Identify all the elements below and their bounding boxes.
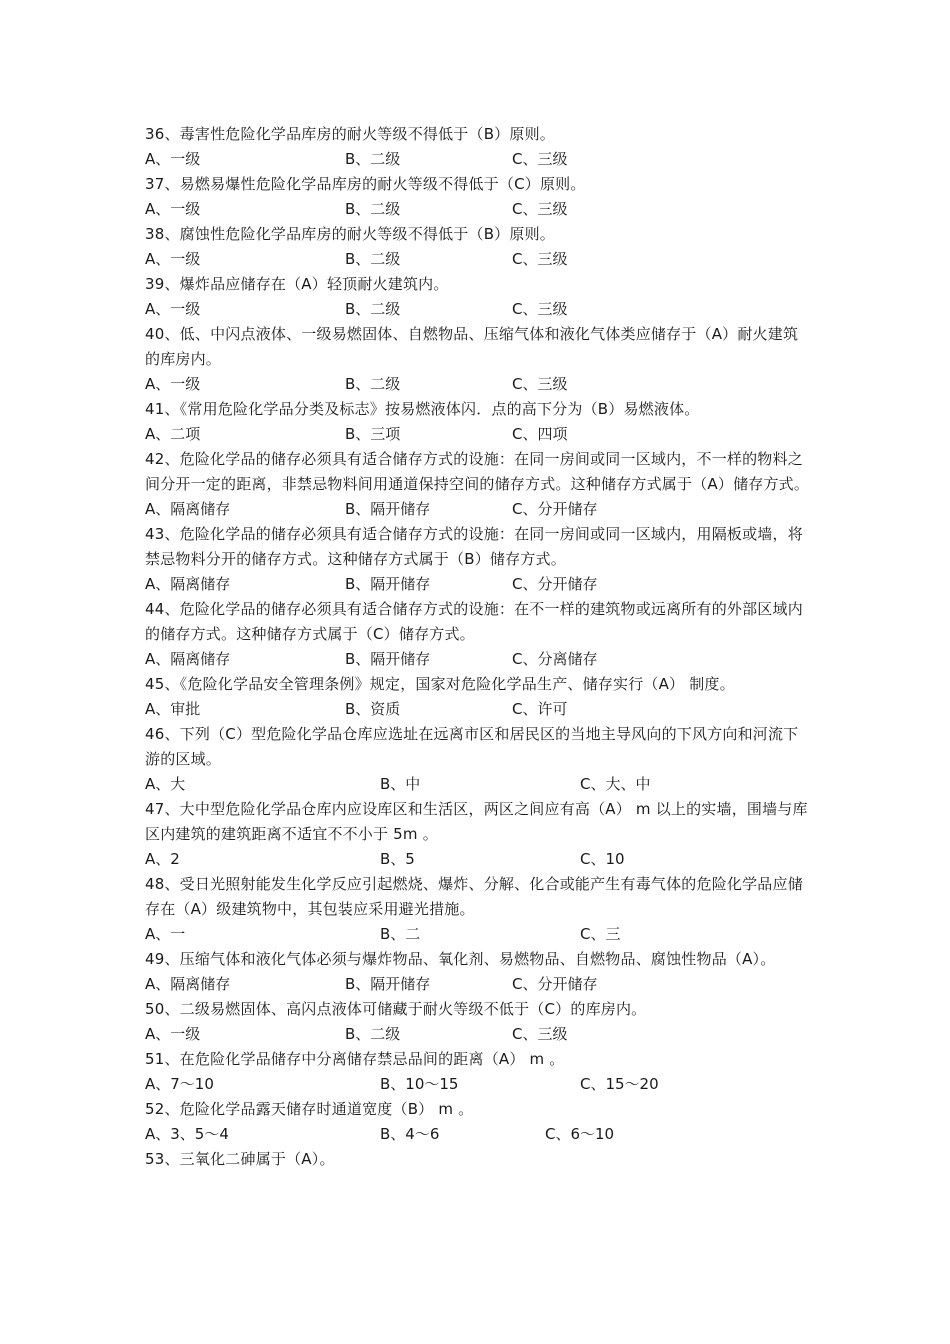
option-c: C、分开储存 (512, 975, 598, 993)
option-b: B、二级 (345, 1025, 401, 1043)
option-row (145, 297, 810, 322)
option-b: B、二级 (345, 375, 401, 393)
option-a: A、一级 (145, 200, 201, 218)
option-a: A、一 (145, 925, 186, 943)
option-b: B、中 (380, 775, 421, 793)
option-a: A、隔离储存 (145, 575, 231, 593)
question-text: 49、压缩气体和液化气体必须与爆炸物品、氧化剂、易燃物品、自燃物品、腐蚀性物品（A）。 (145, 950, 776, 968)
option-row (145, 1122, 810, 1147)
question-text: 36、毒害性危险化学品库房的耐火等级不得低于（B）原则。 (145, 125, 555, 143)
option-row (145, 372, 810, 397)
option-a: A、一级 (145, 250, 201, 268)
question-text: 44、危险化学品的储存必须具有适合储存方式的设施：在不一样的建筑物或远离所有的外部区域内的储存方式。这种储存方式属于（C）储存方式。 (145, 600, 803, 643)
option-b: B、隔开储存 (345, 575, 431, 593)
option-b: B、隔开储存 (345, 975, 431, 993)
option-c: C、分离储存 (512, 650, 598, 668)
question-text: 45、《危险化学品安全管理条例》规定，国家对危险化学品生产、储存实行（A） 制度。 (145, 675, 735, 693)
option-a: A、一级 (145, 375, 201, 393)
option-b: B、资质 (345, 700, 401, 718)
option-b: B、隔开储存 (345, 500, 431, 518)
option-a: A、审批 (145, 700, 201, 718)
option-row (145, 147, 810, 172)
option-c: C、分开储存 (512, 500, 598, 518)
option-row (145, 922, 810, 947)
option-row (145, 197, 810, 222)
option-c: C、分开储存 (512, 575, 598, 593)
option-row (145, 1072, 810, 1097)
option-row (145, 247, 810, 272)
option-row (145, 422, 810, 447)
option-a: A、3、5～4 (145, 1125, 229, 1143)
option-row (145, 497, 810, 522)
question-text: 52、危险化学品露天储存时通道宽度（B） m 。 (145, 1100, 474, 1118)
option-c: C、大、中 (580, 775, 651, 793)
option-a: A、2 (145, 850, 180, 868)
question-text: 48、受日光照射能发生化学反应引起燃烧、爆炸、分解、化合或能产生有毒气体的危险化学品应储存在（A）级建筑物中，其包装应采用避光措施。 (145, 875, 803, 918)
option-a: A、隔离储存 (145, 500, 231, 518)
option-b: B、4～6 (380, 1125, 440, 1143)
option-row (145, 1022, 810, 1047)
option-a: A、隔离储存 (145, 650, 231, 668)
option-b: B、三项 (345, 425, 401, 443)
question-text: 51、在危险化学品储存中分离储存禁忌品间的距离（A） m 。 (145, 1050, 565, 1068)
option-a: A、一级 (145, 150, 201, 168)
question-text: 46、下列（C）型危险化学品仓库应选址在远离市区和居民区的当地主导风向的下风方向和河流下游的区域。 (145, 725, 799, 768)
question-text: 41、《常用危险化学品分类及标志》按易燃液体闪．点的高下分为（B）易燃液体。 (145, 400, 700, 418)
option-c: C、三级 (512, 250, 568, 268)
option-a: A、隔离储存 (145, 975, 231, 993)
question-text: 38、腐蚀性危险化学品库房的耐火等级不得低于（B）原则。 (145, 225, 555, 243)
option-row (145, 572, 810, 597)
question-text: 39、爆炸品应储存在（A）轻顶耐火建筑内。 (145, 275, 449, 293)
option-b: B、10～15 (380, 1075, 459, 1093)
option-b: B、二级 (345, 250, 401, 268)
option-a: A、一级 (145, 300, 201, 318)
option-b: B、二级 (345, 200, 401, 218)
option-b: B、5 (380, 850, 415, 868)
option-b: B、二级 (345, 300, 401, 318)
option-row (145, 647, 810, 672)
option-c: C、四项 (512, 425, 568, 443)
option-b: B、二级 (345, 150, 401, 168)
question-text: 53、三氧化二砷属于（A）。 (145, 1150, 335, 1168)
question-text: 37、易燃易爆性危险化学品库房的耐火等级不得低于（C）原则。 (145, 175, 586, 193)
option-a: A、7～10 (145, 1075, 214, 1093)
question-list (145, 122, 810, 1172)
question-text: 47、大中型危险化学品仓库内应设库区和生活区，两区之间应有高（A） m 以上的实墙，围墙与库区内建筑的建筑距离不适宜不不小于 5m 。 (145, 800, 808, 843)
option-row (145, 847, 810, 872)
option-c: C、三 (580, 925, 621, 943)
option-a: A、二项 (145, 425, 201, 443)
question-text: 43、危险化学品的储存必须具有适合储存方式的设施：在同一房间或同一区域内，用隔板或墙，将禁忌物料分开的储存方式。这种储存方式属于（B）储存方式。 (145, 525, 803, 568)
option-c: C、15～20 (580, 1075, 659, 1093)
option-b: B、二 (380, 925, 421, 943)
option-c: C、三级 (512, 375, 568, 393)
option-a: A、大 (145, 775, 186, 793)
option-a: A、一级 (145, 1025, 201, 1043)
option-b: B、隔开储存 (345, 650, 431, 668)
option-row (145, 772, 810, 797)
option-c: C、6～10 (545, 1125, 615, 1143)
option-c: C、许可 (512, 700, 568, 718)
option-c: C、三级 (512, 200, 568, 218)
option-c: C、三级 (512, 1025, 568, 1043)
question-text: 42、危险化学品的储存必须具有适合储存方式的设施：在同一房间或同一区域内，不一样的物料之间分开一定的距离，非禁忌物料间用通道保持空间的储存方式。这种储存方式属于（A）储存方式。 (145, 450, 810, 493)
option-c: C、三级 (512, 300, 568, 318)
option-c: C、三级 (512, 150, 568, 168)
option-row (145, 697, 810, 722)
question-text: 40、低、中闪点液体、一级易燃固体、自燃物品、压缩气体和液化气体类应储存于（A）耐火建筑的库房内。 (145, 325, 799, 368)
option-c: C、10 (580, 850, 625, 868)
question-text: 50、二级易燃固体、高闪点液体可储藏于耐火等级不低于（C）的库房内。 (145, 1000, 647, 1018)
option-row (145, 972, 810, 997)
